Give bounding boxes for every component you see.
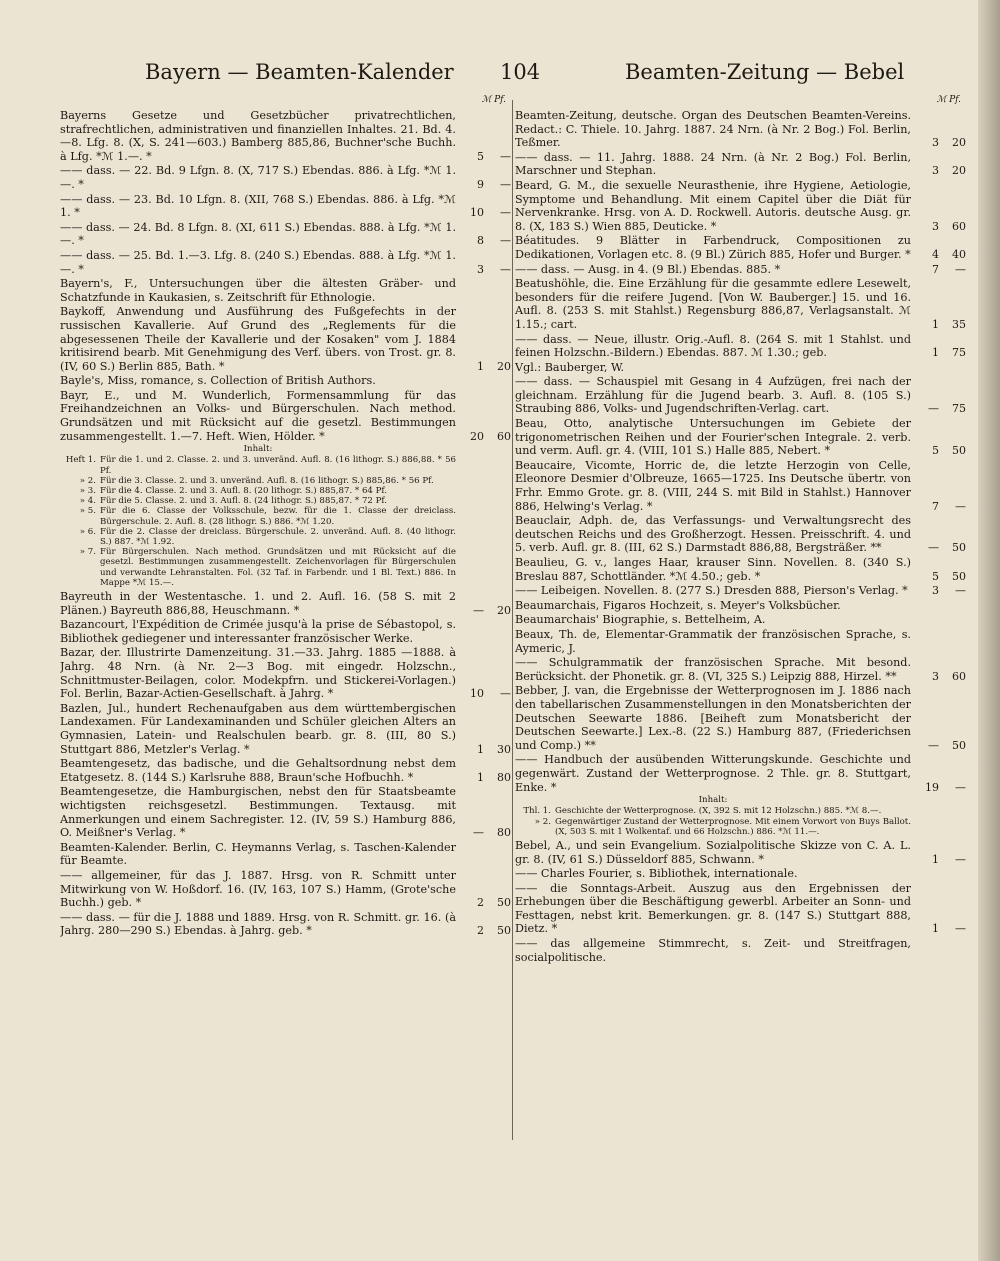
price-pfennig: — (500, 149, 511, 163)
entry-price (915, 402, 967, 416)
column-divider (512, 100, 513, 1140)
contents-row-text: Für die 4. Classe. 2. und 3. Aufl. 8. (20 lithogr. S.) 885,87. * 64 Pf. (100, 486, 388, 497)
price-marks: 20 (470, 429, 484, 443)
price-marks: 3 (932, 219, 939, 233)
entry-price (460, 924, 512, 938)
entry-text: Beauclair, Adph. de, das Verfassungs- und Verwaltungsrecht des deutschen Reichs und des Großherzogt. Hessen. Preisschrift. 4. und 5. verb. Aufl. gr. 8. (III, 62 S.) Darmstadt 886,88, Bergsträßer. ** (515, 514, 911, 555)
price-marks: 10 (470, 687, 484, 701)
catalog-entry (60, 389, 512, 443)
price-marks: — (928, 738, 939, 752)
left-column (60, 95, 512, 1245)
price-marks: 2 (477, 924, 484, 938)
entry-price (460, 743, 512, 757)
price-pfennig: — (955, 499, 966, 513)
price-pfennig: — (955, 584, 966, 598)
entry-price (460, 150, 512, 164)
page-spine-shadow (978, 0, 1000, 1261)
catalog-entry (60, 374, 512, 388)
entry-price (915, 346, 967, 360)
contents-row-label: Heft 1. (65, 455, 96, 466)
catalog-entry (515, 179, 967, 233)
entry-text: Beard, G. M., die sexuelle Neurasthenie, ihre Hygiene, Aetiologie, Symptome und Behandlung. Mit einem Capitel über die Diät für Nervenkranke. Hrsg. von A. D. Rockwell. Autoris. deutsche Ausg. gr. 8. (X, 183 S.) Wien 885, Deuticke. * (515, 178, 911, 233)
price-pfennig: — (955, 780, 966, 794)
catalog-entry (515, 417, 967, 458)
entry-text: Beaucaire, Vicomte, Horric de, die letzte Herzogin von Celle, Eleonore Desmier d'Olbreuze, 1665—1725. Ins Deutsche übertr. von Frhr. Emmo Grote. gr. 8. (VIII, 244 S. mit Bild in Stahlst.) Hannover 886, Helwing's Verlag. * (515, 458, 911, 513)
contents-block (60, 444, 512, 588)
catalog-entry (515, 109, 967, 150)
price-marks: 5 (932, 444, 939, 458)
entry-price (915, 444, 967, 458)
entry-price (460, 896, 512, 910)
right-column (515, 95, 967, 1245)
price-marks: 1 (477, 359, 484, 373)
price-marks: 5 (932, 569, 939, 583)
entry-text: Béatitudes. 9 Blätter in Farbendruck, Compositionen zu Dedikationen, Vorlagen etc. 8. (9 Bl.) Zürich 885, Hofer und Burger. * (515, 234, 911, 261)
entry-price (460, 206, 512, 220)
catalog-entry (515, 882, 967, 936)
contents-row (60, 455, 456, 475)
entry-text: Bayerns Gesetze und Gesetzbücher privatrechtlichen, strafrechtlichen, administrativen und finanziellen Inhaltes. 21. Bd. 4.—8. Lfg. 8. (X, S. 241—603.) Bamberg 885,86, Buchner'sche Buchh. à Lfg. *ℳ 1.—. * (60, 109, 456, 163)
entry-text: —— dass. — für die J. 1888 und 1889. Hrsg. von R. Schmitt. gr. 16. (à Jahrg. 280—290 S.) Ebendas. à Jahrg. geb. * (60, 910, 456, 938)
entry-text: Bayern's, F., Untersuchungen über die ältesten Gräber- und Schatzfunde in Kaukasien, s. Zeitschrift für Ethnologie. (60, 277, 456, 304)
contents-row-text: Für die 1. und 2. Classe. 2. und 3. unveränd. Aufl. 8. (16 lithogr. S.) 886,88. * 56 Pf. (100, 455, 456, 476)
contents-row (60, 496, 456, 506)
contents-block (515, 795, 967, 837)
running-header (60, 60, 940, 92)
price-pfennig: — (955, 922, 966, 936)
entry-text: —— dass. — Neue, illustr. Orig.-Aufl. 8. (264 S. mit 1 Stahlst. und feinen Holzschn.-Bildern.) Ebendas. 887. ℳ 1.30.; geb. (515, 332, 911, 360)
price-pfennig: 75 (952, 346, 966, 360)
entry-price (915, 500, 967, 514)
price-marks: 1 (477, 742, 484, 756)
entry-text: —— dass. — 24. Bd. 8 Lfgn. 8. (XI, 611 S.) Ebendas. 888. à Lfg. *ℳ 1.—. * (60, 220, 456, 248)
contents-row-text: Für Bürgerschulen. Nach method. Grundsätzen und mit Rücksicht auf die gesetzl. Bestimmungen zusammengestellt. Zeichenvorlagen für Bürgerschulen und verwandte Lehranstalten. Fol. (32 Taf. in Farbendr. und 1 Bl. Text.) 886. In Mappe *ℳ 15.—. (100, 547, 456, 588)
catalog-entry (60, 618, 512, 645)
catalog-entry (515, 333, 967, 360)
entry-text: Bazancourt, l'Expédition de Crimée jusqu'à la prise de Sébastopol, s. Bibliothek gediegener und interessanter französischer Werke. (60, 618, 456, 645)
catalog-entry (515, 514, 967, 555)
contents-heading: Inhalt: (698, 795, 728, 806)
price-pfennig: 60 (497, 429, 511, 443)
entry-price (915, 220, 967, 234)
price-marks: — (928, 402, 939, 416)
entry-text: Beamtengesetze, die Hamburgischen, nebst den für Staatsbeamte wichtigsten reichsgesetzl. Bestimmungen. Textausg. mit Anmerkungen und einem Sachregister. 12. (IV, 59 S.) Hamburg 886, O. Meißner's Verlag. * (60, 785, 456, 840)
entry-price (915, 922, 967, 936)
contents-row-label: Thl. 1. (523, 806, 551, 817)
entry-text: Baykoff, Anwendung und Ausführung des Fußgefechts in der russischen Kavallerie. Auf Grund des „Reglements für die abgesessenen Theile der Kavallerie und der Kosaken" vom J. 1884 kritisirend bearb. Mit Genehmigung des Verf. übers. von Trost. gr. 8. (IV, 60 S.) Berlin 885, Bath. * (60, 305, 456, 373)
catalog-entry (60, 277, 512, 304)
entry-text: Bebber, J. van, die Ergebnisse der Wetterprognosen im J. 1886 nach den tabellarischen Zusammenstellungen in den Monatsberichten der Deutschen Seewarte 1886. [Beiheft zum Monatsbericht der Deutschen Seewarte.] Lex.-8. (22 S.) Hamburg 887, (Friederichsen und Comp.) ** (515, 684, 911, 752)
catalog-entry (515, 556, 967, 583)
price-pfennig: — (500, 206, 511, 220)
entry-price (915, 164, 967, 178)
price-pfennig: 50 (952, 541, 966, 555)
price-pfennig: 20 (497, 603, 511, 617)
catalog-entry (515, 599, 967, 613)
price-pfennig: 60 (952, 219, 966, 233)
entry-text: Beamten-Kalender. Berlin, C. Heymanns Verlag, s. Taschen-Kalender für Beamte. (60, 840, 456, 868)
entry-text: Bayr, E., und M. Wunderlich, Formensammlung für das Freihandzeichnen an Volks- und Bürgerschulen. Nach method. Grundsätzen und mit Rücksicht auf die gesetzl. Bestimmungen zusammengestellt. 1.—7. Heft. Wien, Hölder. * (60, 388, 456, 443)
entry-price (460, 178, 512, 192)
price-pfennig: 75 (952, 402, 966, 416)
entry-price (460, 263, 512, 277)
price-pfennig: 50 (497, 924, 511, 938)
entry-text: —— dass. — 25. Bd. 1.—3. Lfg. 8. (240 S.) Ebendas. 888. à Lfg. *ℳ 1.—. * (60, 248, 456, 276)
entry-price (460, 687, 512, 701)
catalog-entry (515, 361, 967, 375)
entry-text: —— die Sonntags-Arbeit. Auszug aus den Ergebnissen der Erhebungen über die Beschäftigung gewerbl. Arbeiter an Sonn- und Festtagen, nebst krit. Bemerkungen. gr. 8. (147 S.) Stuttgart 888, Dietz. * (515, 881, 911, 936)
entry-text: —— dass. — 22. Bd. 9 Lfgn. 8. (X, 717 S.) Ebendas. 886. à Lfg. *ℳ 1.—. * (60, 164, 456, 191)
entry-text: Beaulieu, G. v., langes Haar, krauser Sinn. Novellen. 8. (340 S.) Breslau 887, Schottländer. *ℳ 4.50.; geb. * (515, 556, 911, 583)
catalog-entry (60, 109, 512, 163)
entry-text: Beatushöhle, die. Eine Erzählung für die gesammte edlere Lesewelt, besonders für die reifere Jugend. [Von W. Bauberger.] 15. und 16. Aufl. 8. (253 S. mit Stahlst.) Regensburg 886,87, Verlagsanstalt. ℳ 1.15.; cart. (515, 277, 911, 331)
entry-price (460, 430, 512, 444)
price-pfennig: 20 (497, 359, 511, 373)
catalog-entry (60, 305, 512, 373)
catalog-entry (60, 193, 512, 220)
entry-text: Beamten-Zeitung, deutsche. Organ des Deutschen Beamten-Vereins. Redact.: C. Thiele. 10. Jahrg. 1887. 24 Nrn. (à Nr. 2 Bog.) Fol. Berlin, Teßmer. (515, 109, 911, 150)
price-pfennig: 50 (952, 738, 966, 752)
catalog-entry (515, 151, 967, 178)
price-marks: 9 (477, 177, 484, 191)
entry-price (915, 248, 967, 262)
price-marks: 2 (477, 896, 484, 910)
price-marks: 3 (932, 584, 939, 598)
price-marks: 7 (932, 499, 939, 513)
catalog-entry (60, 869, 512, 910)
entry-text: Bazlen, Jul., hundert Rechenaufgaben aus dem württembergischen Landexamen. Für Landexaminanden und Schüler gleichen Alters an Gymnasien, Latein- und Realschulen bearb. gr. 8. (III, 80 S.) Stuttgart 886, Metzler's Verlag. * (60, 701, 456, 756)
price-pfennig: — (500, 262, 511, 276)
catalog-entry (515, 263, 967, 277)
price-pfennig: 35 (952, 317, 966, 331)
price-marks: 7 (932, 262, 939, 276)
price-pfennig: 50 (952, 444, 966, 458)
header-right: Beamten-Zeitung — Bebel (625, 60, 905, 84)
entry-price (915, 318, 967, 332)
price-marks: 3 (932, 164, 939, 178)
entry-text: —— Handbuch der ausübenden Witterungskunde. Geschichte und gegenwärt. Zustand der Wetterprognose. 2 Thle. gr. 8. Stuttgart, Enke. * (515, 753, 911, 794)
contents-row (515, 817, 911, 837)
price-marks: — (928, 541, 939, 555)
catalog-entry (515, 937, 967, 964)
catalog-entry (60, 911, 512, 938)
price-marks: — (473, 826, 484, 840)
price-marks: — (473, 603, 484, 617)
catalog-entry (515, 584, 967, 598)
contents-row-text: Für die 3. Classe. 2. und 3. unveränd. Aufl. 8. (16 lithogr. S.) 885,86. * 56 Pf. (100, 475, 434, 486)
entry-price (460, 360, 512, 374)
catalog-entry (60, 785, 512, 839)
catalog-entry (60, 646, 512, 700)
price-pfennig: 80 (497, 826, 511, 840)
contents-row (60, 486, 456, 496)
price-pfennig: 20 (952, 164, 966, 178)
entry-text: Bayle's, Miss, romance, s. Collection of British Authors. (60, 374, 376, 388)
entry-text: —— allgemeiner, für das J. 1887. Hrsg. von R. Schmitt unter Mitwirkung von W. Hoßdorf. 16. (IV, 163, 107 S.) Hamm, (Grote'sche Buchh.) geb. * (60, 868, 456, 910)
entry-text: —— dass. — Ausg. in 4. (9 Bl.) Ebendas. 885. * (515, 262, 781, 276)
catalog-entry (60, 164, 512, 191)
entry-price (915, 570, 967, 584)
contents-row-text: Gegenwärtiger Zustand der Wetterprognose. Mit einem Vorwort von Buys Ballot. (X, 503 S. mit 1 Wolkentaf. und 66 Holzschn.) 886. *ℳ 11.—. (555, 816, 911, 837)
contents-row (60, 506, 456, 526)
price-marks: 1 (932, 922, 939, 936)
entry-price (915, 781, 967, 795)
catalog-entry (515, 277, 967, 331)
price-pfennig: 50 (497, 896, 511, 910)
contents-row-text: Geschichte der Wetterprognose. (X, 392 S. mit 12 Holzschn.) 885. *ℳ 8.—. (555, 806, 882, 817)
header-left: Bayern — Beamten-Kalender (145, 60, 454, 84)
price-pfennig: 40 (952, 247, 966, 261)
contents-row-text: Für die 5. Classe. 2. und 3. Aufl. 8. (24 lithogr. S.) 885,87. * 72 Pf. (100, 496, 388, 507)
contents-row-label: » 2. (534, 816, 551, 827)
price-marks: 3 (477, 262, 484, 276)
price-marks: 1 (932, 317, 939, 331)
catalog-entry (515, 628, 967, 655)
entry-price (460, 826, 512, 840)
entry-text: Bebel, A., und sein Evangelium. Sozialpolitische Skizze von C. A. L. gr. 8. (IV, 61 S.) Düsseldorf 885, Schwann. * (515, 838, 911, 866)
price-pfennig: 80 (497, 770, 511, 784)
entry-text: —— Schulgrammatik der französischen Sprache. Mit besond. Berücksicht. der Phonetik. gr. 8. (VI, 325 S.) Leipzig 888, Hirzel. ** (515, 656, 911, 683)
contents-row-label: » 5. (79, 506, 96, 517)
catalog-entry (60, 841, 512, 868)
price-marks: 3 (932, 669, 939, 683)
entry-text: —— Charles Fourier, s. Bibliothek, internationale. (515, 867, 798, 881)
price-pfennig: 30 (497, 742, 511, 756)
contents-row (515, 806, 911, 816)
entry-price (915, 739, 967, 753)
entry-text: Beau, Otto, analytische Untersuchungen im Gebiete der trigonometrischen Reihen und der Fourier'schen Integrale. 2. verb. und verm. Aufl. gr. 4. (VIII, 101 S.) Halle 885, Nebert. * (515, 417, 911, 458)
entry-price (460, 771, 512, 785)
catalog-entry (60, 702, 512, 756)
catalog-entry (515, 867, 967, 881)
price-marks: 10 (470, 206, 484, 220)
price-pfennig: 60 (952, 669, 966, 683)
entry-text: Beaux, Th. de, Elementar-Grammatik der französischen Sprache, s. Aymeric, J. (515, 627, 911, 655)
entry-text: Beaumarchais' Biographie, s. Bettelheim, A. (515, 613, 766, 627)
price-pfennig: 20 (952, 136, 966, 150)
contents-row-label: » 6. (79, 526, 96, 537)
catalog-entry (515, 656, 967, 683)
contents-row-text: Für die 6. Classe der Volksschule, bezw. für die 1. Classe der dreiclass. Bürgerschule. 2. Aufl. 8. (28 lithogr. S.) 886. *ℳ 1.20. (100, 506, 456, 527)
catalog-entry (515, 613, 967, 627)
price-pfennig: — (955, 852, 966, 866)
entry-text: —— Leibeigen. Novellen. 8. (277 S.) Dresden 888, Pierson's Verlag. * (515, 584, 908, 598)
catalog-entry (515, 684, 967, 752)
price-marks: 1 (932, 346, 939, 360)
contents-row (60, 547, 456, 588)
price-marks: 1 (477, 770, 484, 784)
entry-price (915, 584, 967, 598)
entry-text: Beamtengesetz, das badische, und die Gehaltsordnung nebst dem Etatgesetz. 8. (144 S.) Karlsruhe 888, Braun'sche Hofbuchh. * (60, 757, 456, 784)
contents-row-label: » 2. (79, 475, 96, 486)
price-pfennig: — (500, 177, 511, 191)
price-marks: 5 (477, 149, 484, 163)
price-pfennig: — (500, 234, 511, 248)
price-marks: 19 (925, 780, 939, 794)
price-pfennig: — (955, 262, 966, 276)
catalog-entry (60, 590, 512, 617)
price-pfennig: 50 (952, 569, 966, 583)
price-marks: 8 (477, 234, 484, 248)
contents-row-label: » 7. (79, 547, 96, 558)
entry-price (915, 853, 967, 867)
entry-price (460, 234, 512, 248)
catalog-entry (515, 753, 967, 794)
catalog-entry (515, 839, 967, 866)
entry-price (915, 136, 967, 150)
entry-price (915, 541, 967, 555)
contents-row-label: » 3. (79, 486, 96, 497)
contents-row (60, 476, 456, 486)
entry-text: Bayreuth in der Westentasche. 1. und 2. Aufl. 16. (58 S. mit 2 Plänen.) Bayreuth 886,88, Heuschmann. * (60, 590, 456, 617)
price-marks: 4 (932, 247, 939, 261)
price-pfennig: — (500, 687, 511, 701)
catalog-entry (60, 221, 512, 248)
price-marks: 3 (932, 136, 939, 150)
entry-text: Vgl.: Bauberger, W. (515, 360, 625, 374)
entry-text: —— das allgemeine Stimmrecht, s. Zeit- und Streitfragen, socialpolitische. (515, 937, 911, 964)
entry-text: Beaumarchais, Figaros Hochzeit, s. Meyer's Volksbücher. (515, 598, 841, 612)
entry-text: Bazar, der. Illustrirte Damenzeitung. 31.—33. Jahrg. 1885 —1888. à Jahrg. 48 Nrn. (à Nr. 2—3 Bog. mit eingedr. Holzschn., Schnittmuster-Beilagen, color. Modekpfrn. und Stickerei-Vorlagen.) Fol. Berlin, Bazar-Actien-Gesellschaft. à Jahrg. * (60, 646, 456, 701)
price-unit-label: ℳ Pf. (936, 95, 961, 105)
catalog-entry (515, 375, 967, 416)
catalog-entry (515, 459, 967, 513)
page-number: 104 (500, 60, 541, 84)
entry-price (915, 670, 967, 684)
price-marks: 1 (932, 852, 939, 866)
contents-row (60, 527, 456, 547)
catalog-entry (60, 757, 512, 784)
entry-text: —— dass. — Schauspiel mit Gesang in 4 Aufzügen, frei nach der gleichnam. Erzählung für die Jugend bearb. 3. Aufl. 8. (105 S.) Straubing 886, Volks- und Jugendschriften-Verlag. cart. (515, 375, 911, 416)
entry-price (915, 263, 967, 277)
price-unit-label: ℳ Pf. (481, 95, 506, 105)
contents-heading: Inhalt: (243, 444, 273, 455)
entry-text: —— dass. — 11. Jahrg. 1888. 24 Nrn. (à Nr. 2 Bog.) Fol. Berlin, Marschner und Stephan. (515, 150, 911, 178)
contents-row-text: Für die 2. Classe der dreiclass. Bürgerschule. 2. unveränd. Aufl. 8. (40 lithogr. S.) 887. *ℳ 1.92. (100, 526, 456, 548)
catalog-entry (515, 234, 967, 261)
entry-text: —— dass. — 23. Bd. 10 Lfgn. 8. (XII, 768 S.) Ebendas. 886. à Lfg. *ℳ 1. * (60, 192, 456, 220)
entry-price (460, 604, 512, 618)
contents-row-label: » 4. (79, 496, 96, 507)
catalog-entry (60, 249, 512, 276)
